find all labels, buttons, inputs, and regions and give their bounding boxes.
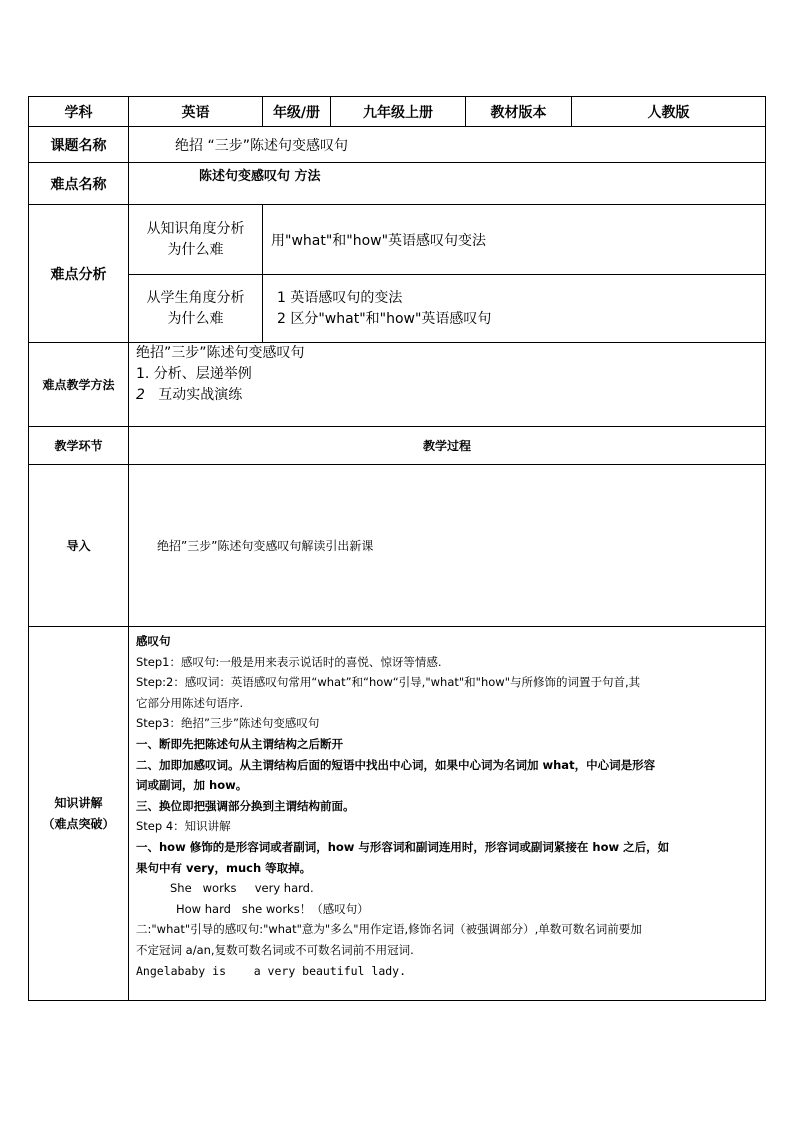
knowledge-line: 不定冠词 a/an,复数可数名词或不可数名词前不用冠词. — [136, 942, 414, 957]
edition-label: 教材版本 — [466, 97, 572, 127]
analysis-student-row — [29, 275, 766, 343]
difficulty-label: 难点名称 — [29, 163, 129, 205]
knowledge-row — [29, 627, 766, 1001]
subject-label: 学科 — [29, 97, 129, 127]
knowledge-line: Step3：绝招”三步”陈述句变感叹句 — [136, 716, 320, 731]
knowledge-label-line2: （难点突破） — [42, 816, 115, 831]
student-point: 2 区分"what"和"how"英语感叹句 — [277, 310, 492, 327]
knowledge-angle-line2: 为什么难 — [167, 241, 224, 258]
topic-label: 课题名称 — [29, 127, 129, 163]
student-angle-line2: 为什么难 — [167, 310, 224, 327]
grade-value: 九年级上册 — [331, 97, 466, 127]
intro-label: 导入 — [29, 465, 129, 627]
stage-label: 教学环节 — [29, 427, 129, 465]
knowledge-line: Step:2：感叹词：英语感叹句常用“what”和“how“引导,"what"和"how"与所修饰的词置于句首,其 — [136, 675, 641, 690]
method-line-number: 2 — [136, 387, 145, 403]
subject-value: 英语 — [129, 97, 263, 127]
knowledge-line: 三、换位即把强调部分换到主谓结构前面。 — [136, 798, 355, 813]
difficulty-value: 陈述句变感叹句 方法 — [129, 163, 766, 205]
topic-row — [29, 127, 766, 163]
knowledge-line: 词或副词，加 how。 — [136, 778, 248, 793]
knowledge-label-line1: 知识讲解 — [54, 795, 103, 810]
student-angle-line1: 从学生角度分析 — [146, 289, 245, 306]
knowledge-line: 一、断即先把陈述句从主谓结构之后断开 — [136, 736, 343, 751]
grade-label: 年级/册 — [263, 97, 331, 127]
intro-text: 绝招”三步”陈述句变感叹句解读引出新课 — [129, 465, 766, 627]
method-label: 难点教学方法 — [29, 343, 129, 427]
analysis-label: 难点分析 — [29, 205, 129, 343]
difficulty-row — [29, 163, 766, 205]
knowledge-label — [29, 627, 129, 1001]
knowledge-line: 它部分用陈述句语序. — [136, 695, 244, 710]
method-line: 绝招”三步”陈述句变感叹句 — [136, 345, 305, 361]
knowledge-line: 果句中有 very，much 等取掉。 — [136, 860, 312, 875]
knowledge-angle-line1: 从知识角度分析 — [146, 220, 245, 237]
method-row — [29, 343, 766, 427]
knowledge-line: 二:"what"引导的感叹句:"what"意为"多么"用作定语,修饰名词（被强调部分）,单数可数名词前要加 — [136, 922, 642, 937]
knowledge-line: 二、加即加感叹词。从主谓结构后面的短语中找出中心词，如果中心词为名词加 what，中心词是形容 — [136, 757, 656, 772]
student-angle-label — [129, 275, 263, 343]
lesson-plan-table — [28, 96, 766, 1001]
knowledge-line: Step 4：知识讲解 — [136, 819, 231, 834]
method-line — [136, 385, 759, 406]
student-angle-points — [263, 275, 766, 343]
process-label: 教学过程 — [129, 427, 766, 465]
method-line-rest: 互动实战演练 — [144, 387, 243, 403]
analysis-knowledge-row — [29, 205, 766, 275]
intro-row — [29, 465, 766, 627]
knowledge-example-line: How hard she works！（感叹句） — [176, 901, 369, 916]
student-point: 1 英语感叹句的变法 — [277, 289, 403, 306]
knowledge-content — [129, 627, 766, 1001]
header-row — [29, 97, 766, 127]
knowledge-line: 一、how 修饰的是形容词或者副词，how 与形容词和副词连用时，形容词或副词紧接在 how 之后，如 — [136, 839, 670, 854]
knowledge-line: 感叹句 — [136, 634, 171, 648]
method-line: 1. 分析、层递举例 — [136, 366, 252, 382]
knowledge-example-line: Angelababy is a very beautiful lady. — [136, 963, 407, 978]
edition-value: 人教版 — [572, 97, 766, 127]
knowledge-angle-label — [129, 205, 263, 275]
knowledge-example-line: She works very hard. — [170, 881, 314, 896]
method-lines — [129, 343, 766, 427]
knowledge-angle-text: 用"what"和"how"英语感叹句变法 — [263, 205, 766, 275]
knowledge-line: Step1：感叹句:一般是用来表示说话时的喜悦、惊讶等情感. — [136, 654, 442, 669]
process-header-row — [29, 427, 766, 465]
topic-value: 绝招 “三步”陈述句变感叹句 — [129, 127, 766, 163]
